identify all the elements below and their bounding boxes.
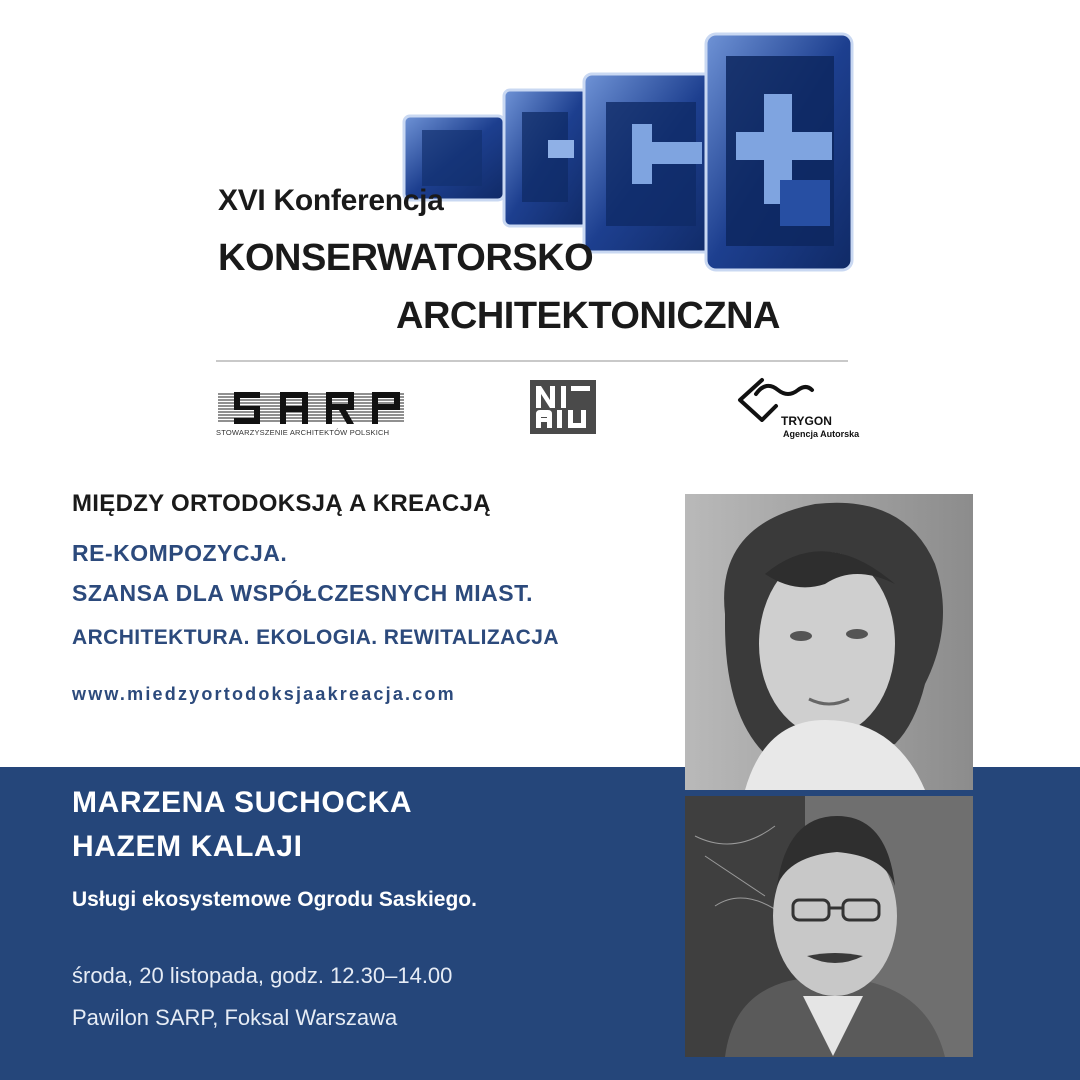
trygon-subtitle: Agencja Autorska [783, 429, 860, 439]
conference-title-line-2: ARCHITEKTONICZNA [396, 295, 780, 337]
session-location: Pawilon SARP, Foksal Warszawa [72, 1005, 398, 1030]
speaker-photo-1 [685, 494, 973, 790]
speaker-name-1: MARZENA SUCHOCKA [72, 786, 413, 819]
conference-subtitle-line-2: SZANSA DLA WSPÓŁCZESNYCH MIAST. [72, 580, 534, 606]
header-divider [216, 360, 848, 362]
conference-subtitle-line-1: RE-KOMPOZYCJA. [72, 540, 288, 566]
session-date-time: środa, 20 listopada, godz. 12.30–14.00 [72, 963, 453, 988]
conference-subtitle-line-3: ARCHITEKTURA. EKOLOGIA. REWITALIZACJA [72, 626, 559, 649]
speaker-name-2: HAZEM KALAJI [72, 830, 303, 863]
trygon-name: TRYGON [781, 414, 832, 428]
talk-title: Usługi ekosystemowe Ogrodu Saskiego. [72, 888, 477, 911]
speaker-photo-2 [685, 796, 973, 1057]
niaiu-logo [530, 380, 596, 434]
conference-edition-title: XVI Konferencja [218, 184, 444, 217]
conference-website-link[interactable]: www.miedzyortodoksjaakreacja.com [72, 684, 456, 704]
conference-title-line-1: KONSERWATORSKO [218, 237, 594, 279]
sarp-caption: STOWARZYSZENIE ARCHITEKTÓW POLSKICH [216, 428, 390, 437]
conference-series-title: MIĘDZY ORTODOKSJĄ A KREACJĄ [72, 490, 491, 517]
